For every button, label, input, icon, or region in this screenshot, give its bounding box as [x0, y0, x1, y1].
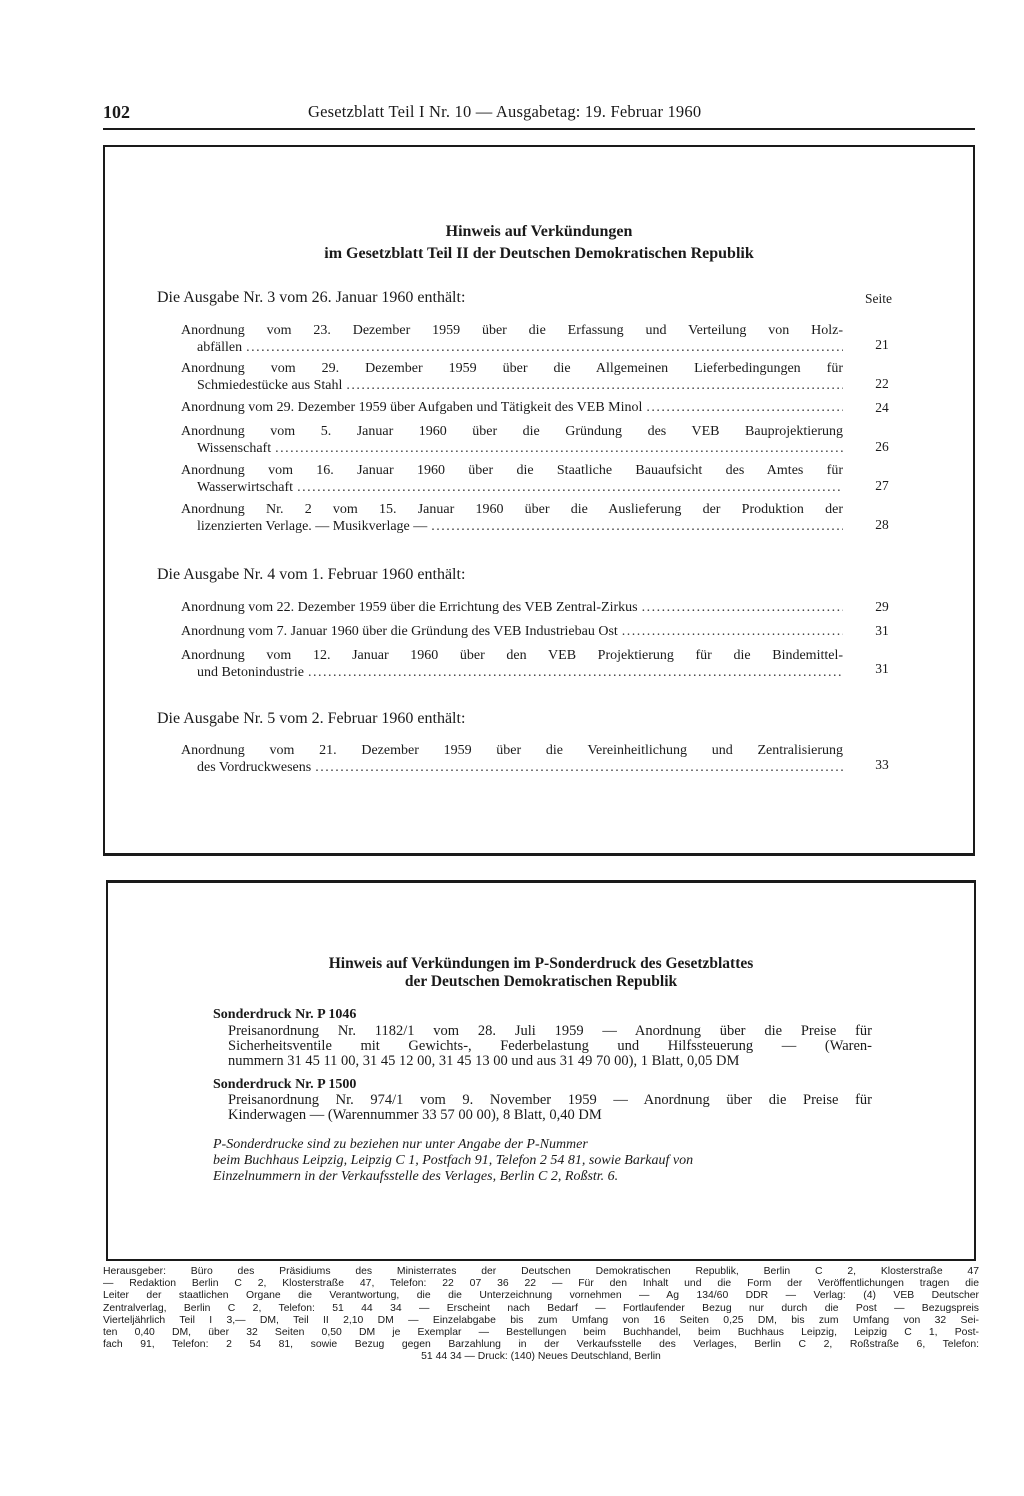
box1-title-line1: Hinweis auf Verkündungen: [445, 223, 633, 240]
box2-title-line1: Hinweis auf Verkündungen im P-Sonderdruck des Gesetzblattes: [328, 955, 754, 972]
leader-dots: [642, 600, 843, 617]
leader-dots: [297, 480, 843, 497]
ordering-note-line: P-Sonderdrucke sind zu beziehen nur unter Angabe der P-Nummer: [213, 1137, 588, 1152]
toc-entry-line2: des Vordruckwesens: [197, 759, 312, 775]
sonderdruck-line: Kinderwagen — (Warennummer 33 57 00 00), 8 Blatt, 0,40 DM: [228, 1107, 602, 1123]
imprint-line: Leiter der staatlichen Organe die Verantwortung, die die Unterzeichnung vornehmen — Ag 134/60 DDR — Verlag: (4) VEB Deutscher: [103, 1290, 979, 1302]
toc-entry-line1: Anordnung vom 5. Januar 1960 über die Gründung des VEB Bauprojektierung: [181, 424, 843, 439]
sonderdruck-text: [228, 1093, 872, 1123]
toc-page-ref: 28: [875, 517, 889, 532]
imprint-line: ten 0,40 DM, über 32 Seiten 0,50 DM je Exemplar — Bestellungen beim Buchhandel, beim Buchhaus Leipzig, Leipzig C 1, Post-: [103, 1327, 979, 1339]
toc-page-ref: 31: [875, 661, 889, 676]
toc-entry: [181, 648, 843, 681]
toc-entry-line1: Anordnung vom 12. Januar 1960 über den VEB Projektierung für die Bindemittel-: [181, 648, 843, 663]
toc-entry: [181, 463, 843, 496]
notice-box-p-sonderdruck: [106, 880, 976, 1261]
toc-entry: [181, 323, 843, 356]
imprint: [103, 1266, 979, 1364]
toc-entry-line1: Anordnung Nr. 2 vom 15. Januar 1960 über die Auslieferung der Produktion der: [181, 502, 843, 517]
leader-dots: [622, 624, 843, 641]
issue-heading: Die Ausgabe Nr. 4 vom 1. Februar 1960 enthält:: [157, 566, 466, 583]
toc-entry: [181, 600, 843, 617]
toc-entry-line2: lizenzierten Verlage. — Musikverlage —: [197, 518, 428, 534]
imprint-line: fach 91, Telefon: 2 54 81, sowie Bezug gegen Barzahlung in der Verkaufsstelle des Verlages, Berlin C 2, Roßstraße 6, Telefon:: [103, 1339, 979, 1351]
toc-entry-line1: Anordnung vom 7. Januar 1960 über die Gründung des VEB Industriebau Ost: [181, 624, 618, 639]
toc-entry-line2: und Betonindustrie: [197, 664, 304, 680]
leader-dots: [308, 665, 843, 682]
toc-entry: [181, 502, 843, 535]
toc-entry-line1: Anordnung vom 29. Dezember 1959 über Aufgaben und Tätigkeit des VEB Minol: [181, 400, 643, 415]
toc-page-ref: 31: [875, 623, 889, 638]
sonderdruck-text: [228, 1024, 872, 1069]
toc-entry: [181, 361, 843, 394]
sonderdruck-heading: Sonderdruck Nr. P 1500: [213, 1077, 357, 1092]
sonderdruck-line: nummern 31 45 11 00, 31 45 12 00, 31 45 13 00 und aus 31 49 70 00), 1 Blatt, 0,05 DM: [228, 1053, 740, 1069]
leader-dots: [346, 378, 843, 395]
leader-dots: [275, 441, 843, 458]
ordering-note: [213, 1137, 873, 1185]
imprint-line: Herausgeber: Büro des Präsidiums des Ministerrates der Deutschen Demokratischen Republik, Berlin C 2, Klosterstraße 47: [103, 1266, 979, 1277]
imprint-line: 51 44 34 — Druck: (140) Neues Deutschland, Berlin: [421, 1351, 661, 1363]
toc-page-ref: 33: [875, 757, 889, 772]
seite-label: Seite: [865, 291, 892, 306]
toc-entry-line1: Anordnung vom 22. Dezember 1959 über die Errichtung des VEB Zentral-Zirkus: [181, 600, 638, 615]
page-number: 102: [103, 102, 130, 122]
notice-box-gesetzblatt-teil-ii: [103, 145, 975, 856]
toc-page-ref: 29: [875, 599, 889, 614]
toc-entry-line2: Schmiedestücke aus Stahl: [197, 377, 343, 393]
toc-entry: [181, 743, 843, 776]
toc-page-ref: 22: [875, 376, 889, 391]
toc-entry-line1: Anordnung vom 23. Dezember 1959 über die Erfassung und Verteilung von Holz-: [181, 323, 843, 338]
toc-entry-line2: abfällen: [197, 339, 243, 355]
ordering-note-line: Einzelnummern in der Verkaufsstelle des Verlages, Berlin C 2, Roßstr. 6.: [213, 1169, 619, 1184]
sonderdruck-heading: Sonderdruck Nr. P 1046: [213, 1007, 357, 1022]
imprint-line: Vierteljährlich Teil I 3,— DM, Teil II 2,10 DM — Einzelabgabe bis zum Umfang von 16 Seiten 0,25 DM, bis zum Umfang von 32 Sei-: [103, 1314, 979, 1326]
toc-entry-line2: Wissenschaft: [197, 440, 272, 456]
sonderdruck-line: Preisanordnung Nr. 1182/1 vom 28. Juli 1959 — Anordnung über die Preise für: [228, 1023, 872, 1039]
leader-dots: [646, 400, 843, 417]
header-title: Gesetzblatt Teil I Nr. 10 — Ausgabetag: 19. Februar 1960: [308, 102, 702, 121]
leader-dots: [431, 519, 843, 536]
toc-page-ref: 26: [875, 439, 889, 454]
box2-title: [108, 955, 974, 991]
toc-entry: [181, 624, 843, 641]
toc-entry-line1: Anordnung vom 16. Januar 1960 über die Staatliche Bauaufsicht des Amtes für: [181, 463, 843, 478]
toc-entry-line1: Anordnung vom 29. Dezember 1959 über die Allgemeinen Lieferbedingungen für: [181, 361, 843, 376]
leader-dots: [246, 340, 843, 357]
toc-page-ref: 27: [875, 478, 889, 493]
box1-title-line2: im Gesetzblatt Teil II der Deutschen Demokratischen Republik: [324, 245, 754, 262]
sonderdruck-line: Preisanordnung Nr. 974/1 vom 9. November 1959 — Anordnung über die Preise für: [228, 1092, 872, 1108]
leader-dots: [315, 760, 843, 777]
box1-title: [105, 221, 973, 265]
toc-entry: [181, 400, 843, 417]
box2-title-line2: der Deutschen Demokratischen Republik: [404, 973, 678, 990]
ordering-note-line: beim Buchhaus Leipzig, Leipzig C 1, Postfach 91, Telefon 2 54 81, sowie Barkauf von: [213, 1153, 694, 1168]
toc-entry: [181, 424, 843, 457]
issue-heading: Die Ausgabe Nr. 5 vom 2. Februar 1960 enthält:: [157, 710, 466, 727]
page-header: [103, 98, 975, 130]
sonderdruck-line: Sicherheitsventile mit Gewichts-, Federbelastung und Hilfssteuerung — (Waren-: [228, 1038, 872, 1054]
toc-page-ref: 21: [875, 337, 889, 352]
toc-entry-line2: Wasserwirtschaft: [197, 479, 294, 495]
imprint-line: — Redaktion Berlin C 2, Klosterstraße 47, Telefon: 22 07 36 22 — Für den Inhalt und die Form der Veröffentlichungen tragen die: [103, 1278, 979, 1290]
issue-heading: Die Ausgabe Nr. 3 vom 26. Januar 1960 enthält:: [157, 289, 466, 306]
imprint-line: Zentralverlag, Berlin C 2, Telefon: 51 44 34 — Erscheint nach Bedarf — Fortlaufender Bezug nur durch die Post — Bezugspreis: [103, 1302, 979, 1314]
toc-page-ref: 24: [875, 400, 889, 415]
toc-entry-line1: Anordnung vom 21. Dezember 1959 über die Vereinheitlichung und Zentralisierung: [181, 743, 843, 758]
